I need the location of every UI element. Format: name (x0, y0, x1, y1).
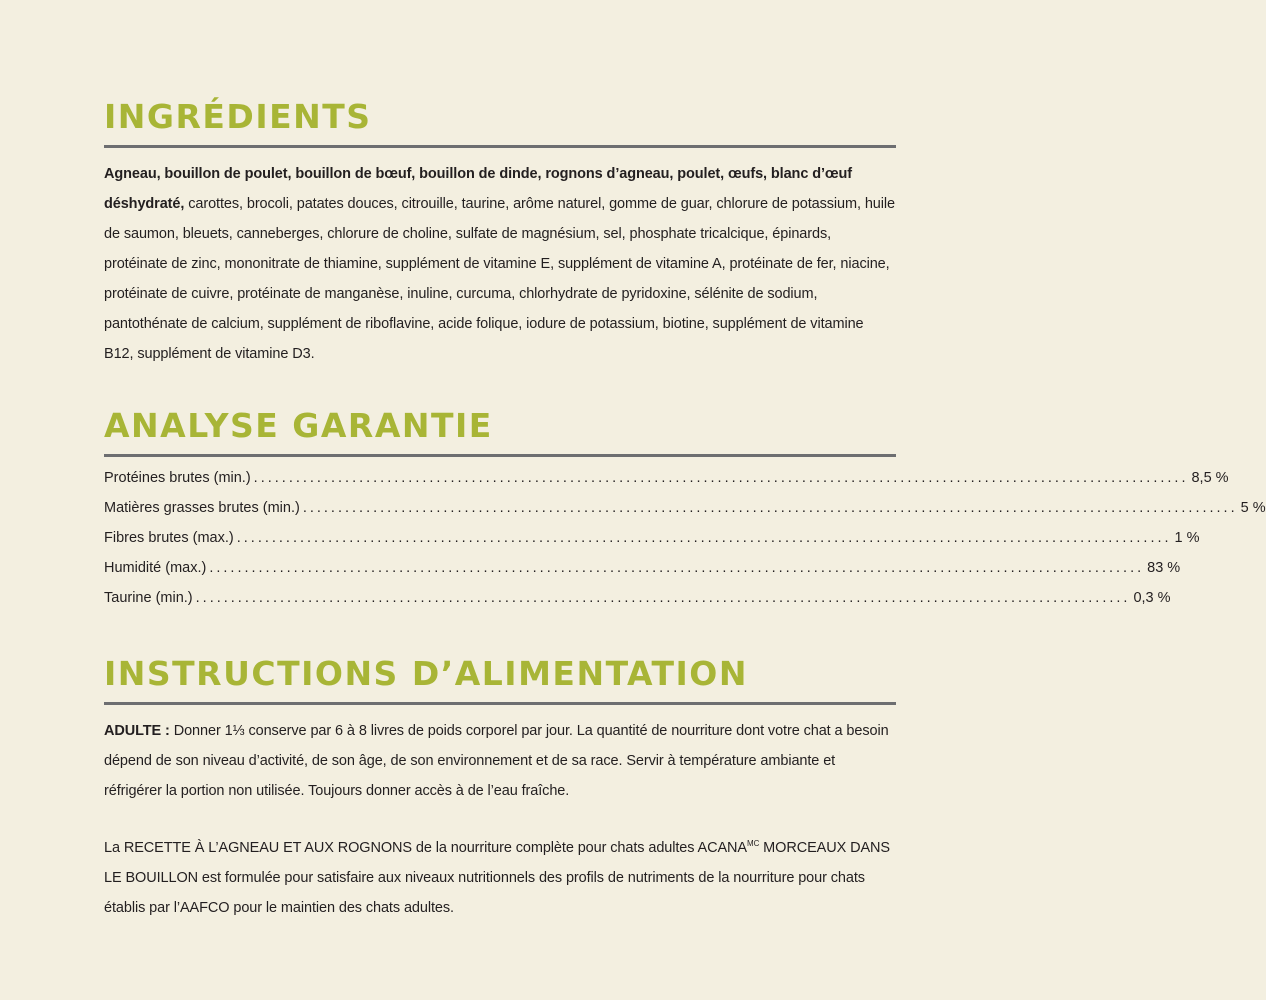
statement-start: La RECETTE À L’AGNEAU ET AUX ROGNONS de la nourriture complète pour chats adultes ACANA (104, 840, 747, 856)
analysis-label: Fibres brutes (max.) (104, 530, 234, 546)
feeding-divider (104, 702, 896, 705)
analysis-table (104, 470, 1266, 620)
analysis-value: 83 % (1147, 560, 1181, 576)
dot-leader: ..................................................................................................................................... (195, 590, 1131, 606)
ingredients-section (104, 97, 896, 369)
ingredients-text (104, 159, 896, 369)
ingredients-divider (104, 145, 896, 148)
analysis-label: Matières grasses brutes (min.) (104, 500, 300, 516)
analysis-label: Humidité (max.) (104, 560, 207, 576)
ingredients-additional-list: carottes, brocoli, patates douces, citrouille, taurine, arôme naturel, gomme de guar, chlorure de potassium, huile de saumon, bleuets, canneberges, chlorure de choline, sulfate de magnésium, sel, phosphate tricalcique, épinards, protéinate de zinc, mononitrate de thiamine, supplément de vitamine E, supplément de vitamine A, protéinate de fer, niacine, protéinate de cuivre, protéinate de manganèse, inuline, curcuma, chlorhydrate de pyridoxine, sélénite de sodium, pantothénate de calcium, supplément de riboflavine, acide folique, iodure de potassium, biotine, supplément de vitamine B12, supplément de vitamine D3. (104, 196, 895, 362)
analysis-row-fat (104, 500, 1266, 530)
analysis-row-moisture (104, 560, 1181, 590)
adult-label: ADULTE : (104, 723, 170, 739)
analysis-value: 8,5 % (1191, 470, 1229, 486)
analysis-value: 5 % (1240, 500, 1266, 516)
dot-leader: ..................................................................................................................................... (209, 560, 1145, 576)
analysis-row-taurine (104, 590, 1171, 620)
feeding-title: INSTRUCTIONS D’ALIMENTATION (104, 654, 748, 693)
analysis-section (104, 406, 1266, 636)
dot-leader: ..................................................................................................................................... (302, 500, 1238, 516)
analysis-row-protein (104, 470, 1229, 500)
analysis-title: ANALYSE GARANTIE (104, 406, 493, 445)
ingredients-main-list: Agneau, bouillon de poulet, bouillon de bœuf, bouillon de dinde, rognons d’agneau, poulet, œufs, blanc d’œuf déshydraté, (104, 166, 852, 212)
feeding-section (104, 654, 896, 923)
feeding-adult-text (104, 716, 896, 806)
analysis-value: 0,3 % (1133, 590, 1171, 606)
aafco-statement (104, 833, 896, 923)
ingredients-title: INGRÉDIENTS (104, 97, 372, 136)
analysis-label: Taurine (min.) (104, 590, 193, 606)
analysis-divider (104, 454, 896, 457)
dot-leader: ..................................................................................................................................... (253, 470, 1189, 486)
dot-leader: ..................................................................................................................................... (236, 530, 1172, 546)
adult-instructions: Donner 1⅓ conserve par 6 à 8 livres de poids corporel par jour. La quantité de nourriture dont votre chat a besoin dépend de son niveau d’activité, de son âge, de son environnement et de sa race. Servir à température ambiante et réfrigérer la portion non utilisée. Toujours donner accès à de l’eau fraîche. (104, 723, 889, 799)
analysis-label: Protéines brutes (min.) (104, 470, 251, 486)
analysis-row-fibre (104, 530, 1200, 560)
analysis-value: 1 % (1174, 530, 1200, 546)
statement-end: MORCEAUX DANS LE BOUILLON est formulée pour satisfaire aux niveaux nutritionnels des profils de nutriments de la nourriture pour chats établis par l’AAFCO pour le maintien des chats adultes. (104, 840, 890, 916)
trademark-mark: MC (747, 839, 760, 849)
